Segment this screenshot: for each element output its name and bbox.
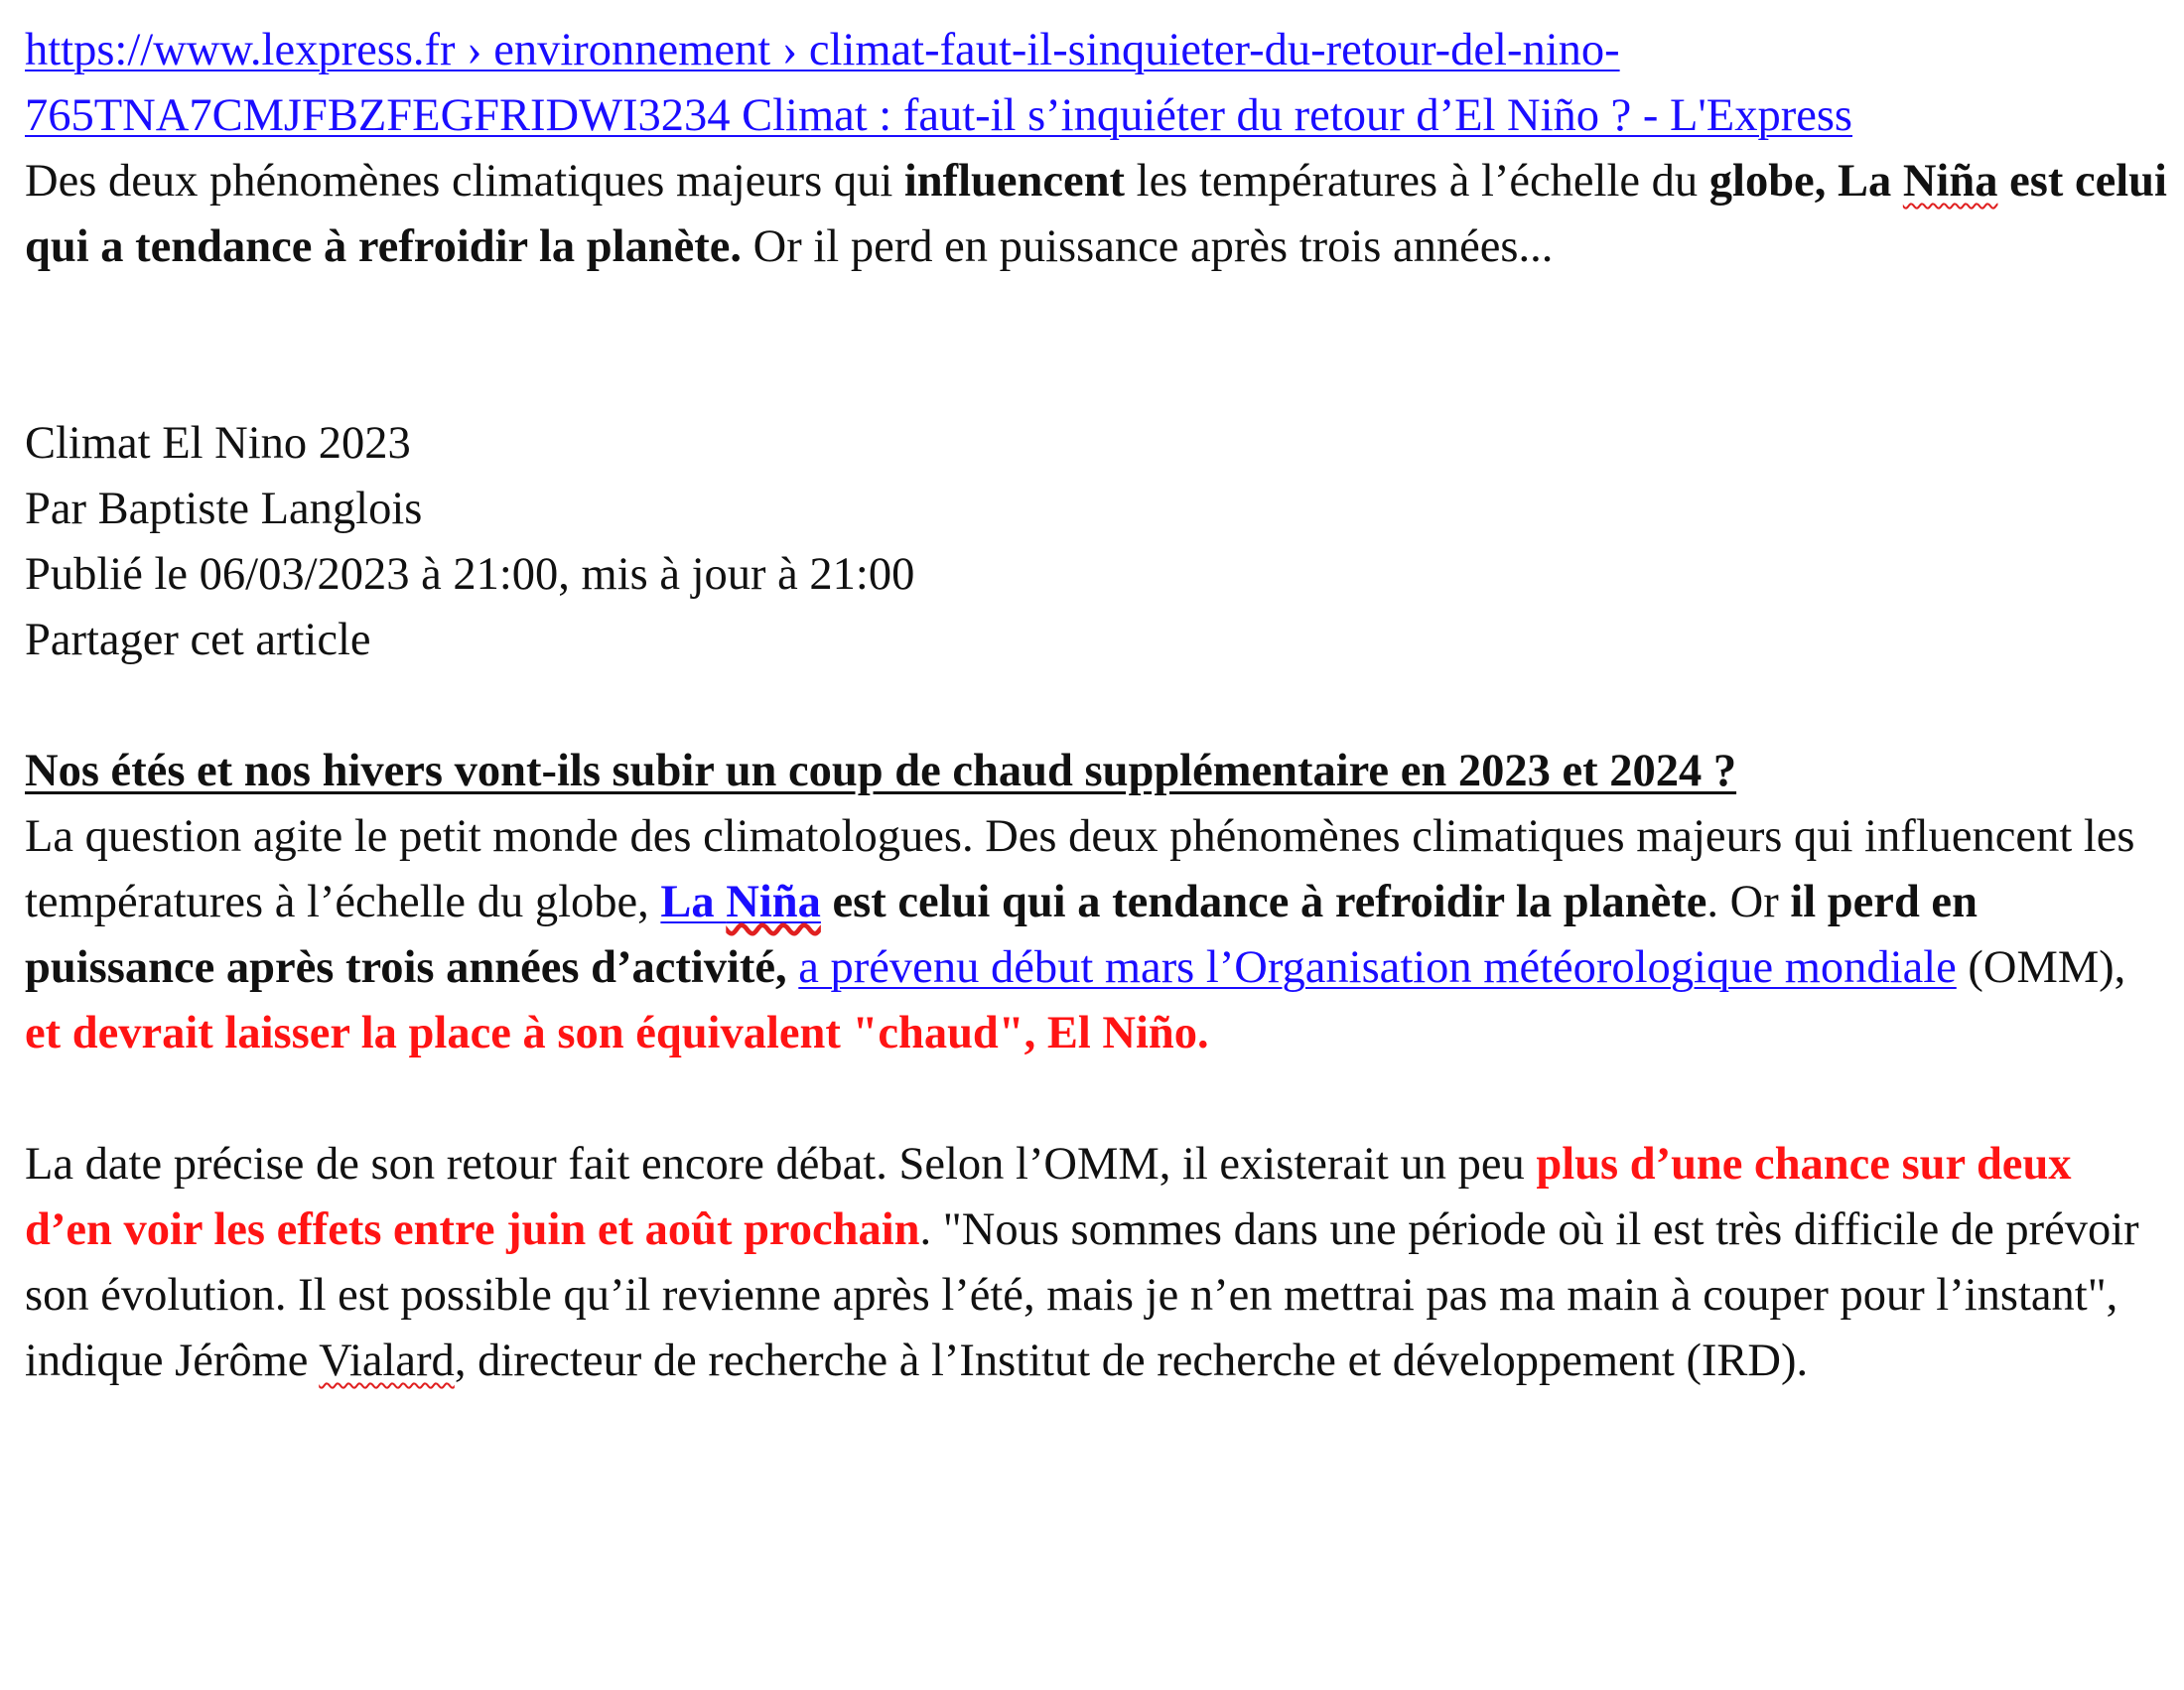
summary-text: les températures à l’échelle du <box>1125 156 1709 207</box>
paragraph-bold-text: est celui qui a tendance à refroidir la planète <box>820 877 1707 927</box>
omm-link[interactable]: a prévenu début mars l’Organisation météorologique mondiale <box>798 942 1957 993</box>
paragraph-red-emphasis: plus d’une chance sur deux d’en voir les effets entre juin et août prochain <box>25 1139 2072 1255</box>
blank-line <box>25 673 2169 739</box>
paragraph-text: La date précise de son retour fait encore débat. Selon l’OMM, il existerait un peu <box>25 1139 1537 1190</box>
blank-line <box>25 280 2169 346</box>
article-date: Publié le 06/03/2023 à 21:00, mis à jour à 21:00 <box>25 549 915 600</box>
paragraph-text: . "Nous sommes dans une période où il est très difficile de prévoir son évolution. Il est possible qu’il revienne après l’été, mais je n’en mettrai pas ma main à couper pour l’instant", indique Jérôme <box>25 1204 2139 1386</box>
summary-text: Or il perd en puissance après trois années... <box>742 221 1554 272</box>
blank-line <box>25 1066 2169 1132</box>
paragraph-text: (OMM), <box>1956 942 2126 993</box>
paragraph-text: , directeur de recherche à l’Institut de recherche et développement (IRD). <box>454 1336 1809 1386</box>
paragraph-bold-text: il perd en puissance après trois années d’activité, <box>25 877 1978 993</box>
paragraph-text <box>787 942 799 993</box>
share-label: Partager cet article <box>25 615 371 665</box>
la-nina-link-prefix: La <box>660 877 727 927</box>
paragraph-text: La question agite le petit monde des climatologues. Des deux phénomènes climatiques majeurs qui influencent les températures à l’échelle du globe, <box>25 811 2135 927</box>
document-body <box>25 18 2169 1394</box>
article-paragraph-1 <box>25 804 2169 1066</box>
spellcheck-word-nina[interactable]: Niña <box>1902 156 1998 207</box>
article-paragraph-2 <box>25 1132 2169 1394</box>
summary-paragraph <box>25 149 2169 280</box>
spellcheck-word-nina: Niña <box>726 877 821 927</box>
la-nina-link[interactable] <box>660 877 821 927</box>
spellcheck-word-vialard[interactable]: Vialard <box>319 1336 455 1386</box>
summary-bold-sentence: est celui qui a tendance à refroidir la planète. <box>25 156 2167 272</box>
article-title: Climat El Nino 2023 <box>25 418 411 469</box>
article-author: Par Baptiste Langlois <box>25 484 423 534</box>
summary-bold-globe: globe, La <box>1708 156 1903 207</box>
source-paragraph <box>25 18 2169 149</box>
summary-bold-influencent: influencent <box>903 156 1126 207</box>
paragraph-red-emphasis: et devrait laisser la place à son équivalent "chaud", El Niño. <box>25 1008 1209 1058</box>
summary-text: Des deux phénomènes climatiques majeurs qui <box>25 156 904 207</box>
blank-line <box>25 346 2169 411</box>
article-heading: Nos étés et nos hivers vont-ils subir un coup de chaud supplémentaire en 2023 et 2024 ? <box>25 746 1737 796</box>
paragraph-text: . Or <box>1706 877 1791 927</box>
source-link[interactable]: https://www.lexpress.fr › environnement › climat-faut-il-sinquieter-du-retour-del-nino-765TNA7CMJFBZFEGFRIDWI3234 Climat : faut-il s’inquiéter du retour d’El Niño ? - L'Express <box>25 25 1853 141</box>
